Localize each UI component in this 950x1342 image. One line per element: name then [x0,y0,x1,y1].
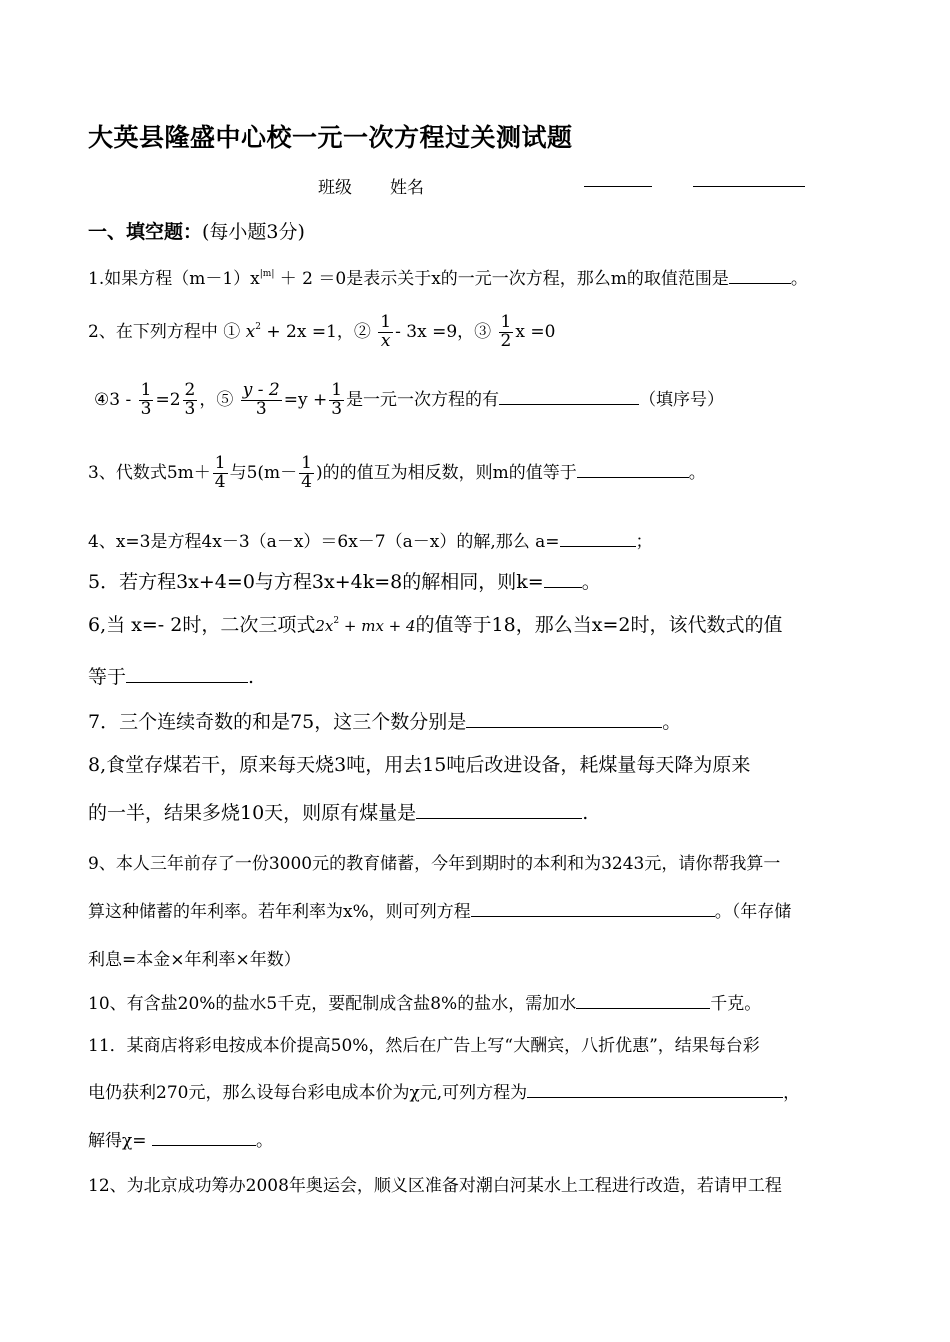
q10-answer-blank [576,991,710,1009]
q7-text: 7．三个连续奇数的和是75，这三个数分别是 [88,711,467,733]
q1-exponent: |m| [259,269,275,279]
question-8-line-2 [88,798,588,825]
question-9-line-2 [88,897,791,922]
question-2 [88,314,555,351]
q2-eq4-den: 3 [140,398,152,419]
q1-text: 1.如果方程（m－1）x [88,269,260,289]
question-2-options [94,382,724,419]
q11-line1: 11．某商店将彩电按成本价提高50%，然后在广告上写“大酬宾，八折优惠”，结果每台彩 [88,1036,760,1056]
question-11 [88,1031,760,1056]
q1-end: 。 [790,269,808,289]
q2-tail: （填序号） [639,389,725,410]
q2-eq2-den: x [380,330,391,351]
question-5 [88,567,601,594]
q5-text: 5．若方程3x+4=0与方程3x+4k=8的解相同，则k= [88,571,544,593]
q1-answer-blank [729,266,791,284]
q3-answer-blank [577,460,689,478]
name-label: 姓名 [390,178,424,198]
q7-end: 。 [662,711,682,733]
q2-eq3-num: 1 [500,312,512,332]
q12-line1: 12、为北京成功筹办2008年奥运会，顺义区准备对潮白河某水上工程进行改造，若请甲工程 [88,1176,782,1196]
q2-question: 是一元一次方程的有 [346,389,500,410]
q3-num-1: 1 [214,453,226,473]
q2-eq3-den: 2 [500,330,512,351]
q9-line1: 9、本人三年前存了一份3000元的教育储蓄，今年到期时的本利和为3243元，请你帮我算一 [88,854,781,874]
q2-eq4-num-b: 2 [184,380,196,400]
q1-text-b: ＋ 2 ＝0是表示关于x的一元一次方程，那么m的取值范围是 [274,269,729,289]
q2-eq4-mid: =2 [155,389,181,410]
q11-line2-tail: ， [783,1083,801,1103]
q9-line2-tail: 。（年存储 [714,902,792,922]
q6-expr: 2x [315,617,334,635]
q4-text: 4、x=3是方程4x－3（a－x）＝6x－7（a－x）的解,那么 a= [88,532,560,552]
q5-answer-blank [544,568,582,588]
q2-eq4-start: ④3 - [94,389,132,410]
q3-text-a: 3、代数式5m＋ [88,462,211,483]
q2-eq4-num: 1 [140,380,152,400]
q2-eq5-start: ，⑤ [199,389,234,410]
question-9 [88,849,780,874]
q10-end: 千克。 [710,994,762,1014]
q2-answer-blank [499,387,639,405]
section-note: (每小题3分) [202,221,305,243]
class-blank [584,186,652,187]
q2-eq5-den: 3 [255,398,267,419]
q2-eq4-den-b: 3 [184,398,196,419]
q6-text-a: 6,当 x=- 2时，二次三项式 [88,614,316,636]
q2-eq5-fraction [241,382,282,419]
question-1 [88,264,808,289]
q11-line3: 解得χ= [88,1131,152,1151]
q2-eq3-rest: x =0 [515,321,556,342]
q2-eq2-num: 1 [380,312,392,332]
question-4 [88,527,653,552]
q2-eq1-var: x [245,321,256,342]
question-9-line-3 [88,945,301,970]
q11-end: 。 [255,1131,273,1151]
q2-eq1-exp: 2 [255,321,261,332]
q9-line3: 利息=本金×年利率×年数） [88,950,301,970]
q3-num-2: 1 [301,453,312,473]
q2-intro: 2、在下列方程中 ① [88,321,241,342]
q9-answer-blank [471,899,715,917]
q2-eq5-num-b: 1 [331,380,343,400]
q6-answer-blank [126,663,248,683]
q4-answer-blank [560,529,636,547]
q2-eq2-rest: - 3x =9，③ [395,321,492,342]
question-11-line-3 [88,1126,273,1151]
q3-text-c: )的的值互为相反数，则m的值等于 [316,462,577,483]
question-12 [88,1171,782,1196]
q8-line1: 8,食堂存煤若干，原来每天烧3吨，用去15吨后改进设备，耗煤量每天降为原来 [88,754,751,776]
q8-end: . [582,802,589,824]
q2-eq2-fraction [378,314,393,351]
q10-text: 10、有含盐20%的盐水5千克，要配制成含盐8%的盐水，需加水 [88,994,577,1014]
q6-line2: 等于 [88,666,127,688]
q6-text-b: 的值等于18，那么当x=2时，该代数式的值 [415,614,783,636]
class-label: 班级 [318,178,352,198]
name-blank [693,186,805,187]
q2-eq5-fraction-b [329,382,344,419]
q2-eq4-fraction-b [183,382,198,419]
q6-exp: 2 [333,616,340,626]
q5-end: 。 [581,571,601,593]
question-6-line-2 [88,662,254,689]
q2-eq4-fraction [139,382,154,419]
q3-fraction-2 [299,455,314,492]
q2-eq3-fraction [499,314,514,351]
q7-answer-blank [466,708,662,728]
question-7 [88,707,681,734]
q3-den-1: 4 [214,471,226,492]
section-title: 一、填空题： [88,221,203,243]
document-title: 大英县隆盛中心校一元一次方程过关测试题 [88,123,573,152]
q8-line2: 的一半，结果多烧10天，则原有煤量是 [88,802,417,824]
question-3 [88,455,706,492]
q2-eq5-den-b: 3 [331,398,343,419]
q11-answer-blank [152,1128,256,1146]
q2-eq5-num: y - 2 [242,380,280,400]
section-heading [88,217,305,244]
question-6 [88,610,782,637]
q8-answer-blank [416,799,582,819]
q9-line2: 算这种储蓄的年利率。若年利率为x%，则可列方程 [88,902,471,922]
q3-fraction-1 [213,455,228,492]
question-10 [88,989,761,1014]
q6-end: . [248,666,255,688]
question-11-line-2 [88,1078,800,1103]
q4-end: ； [635,532,653,552]
q11-line2: 电仍获利270元，那么设每台彩电成本价为χ元,可列方程为 [88,1083,528,1103]
q2-eq5-mid: =y + [283,389,328,410]
q6-expr-rest: + mx + 4 [339,617,416,635]
q3-text-b: 与5(m－ [229,462,298,483]
question-8 [88,750,750,777]
q3-end: 。 [688,462,706,483]
q2-eq1-rest: + 2x =1，② [260,321,371,342]
q11-equation-blank [527,1080,783,1098]
q3-den-2: 4 [301,471,312,492]
